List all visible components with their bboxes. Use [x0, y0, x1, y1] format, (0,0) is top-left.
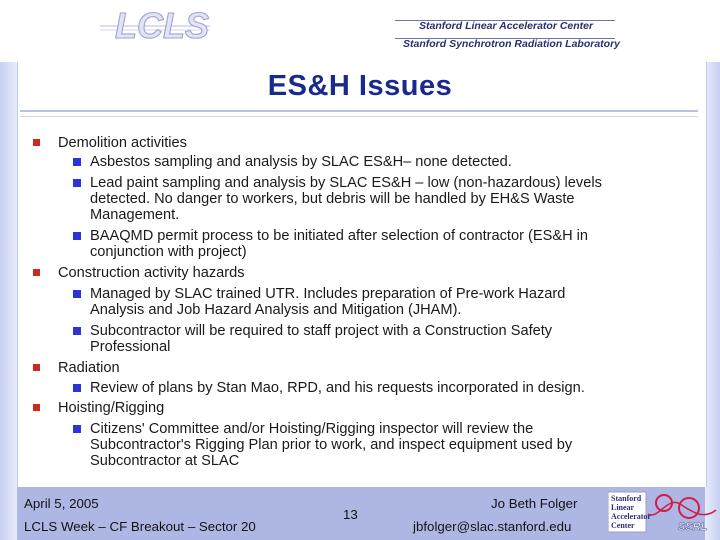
sub-bullet-marker	[73, 232, 81, 240]
ssrl-logo	[608, 490, 718, 536]
sub-bullet-lead-paint-line1: Lead paint sampling and analysis by SLAC ES&H – low (non-hazardous) levels	[90, 175, 602, 191]
bullet-radiation: Radiation	[58, 360, 120, 376]
bullet-marker	[33, 404, 40, 411]
bullet-marker	[33, 269, 40, 276]
lab-name-slac: Stanford Linear Accelerator Center	[419, 20, 594, 32]
ssrl-logo-line-4: Center	[611, 521, 635, 530]
sub-bullet-lead-paint-line2: detected. No danger to workers, but debris will be handled by EH&S Waste	[90, 191, 575, 207]
sub-bullet-rigging-line2: Subcontractor's Rigging Plan prior to work, and inspect equipment used by	[90, 437, 573, 453]
sub-bullet-marker	[73, 425, 81, 433]
sub-bullet-plans-review: Review of plans by Stan Mao, RPD, and his requests incorporated in design.	[90, 380, 585, 396]
ssrl-logo-line-1: Stanford	[611, 494, 642, 503]
bullet-hoisting: Hoisting/Rigging	[58, 400, 165, 416]
sub-bullet-subcontractor-line1: Subcontractor will be required to staff project with a Construction Safety	[90, 323, 553, 339]
sub-bullet-subcontractor-line2: Professional	[90, 339, 171, 355]
sub-bullet-rigging-line3: Subcontractor at SLAC	[90, 453, 240, 469]
page-number: 13	[343, 507, 358, 522]
sub-bullet-lead-paint-line3: Management.	[90, 207, 180, 223]
footer-presenter: Jo Beth Folger	[491, 496, 578, 511]
sub-bullet-rigging-line1: Citizens' Committee and/or Hoisting/Rigging inspector will review the	[90, 421, 534, 437]
ssrl-logo-line-3: Accelerator	[611, 512, 651, 521]
sub-bullet-baaqmd-line1: BAAQMD permit process to be initiated after selection of contractor (ES&H in	[90, 228, 589, 244]
sub-bullet-marker	[73, 290, 81, 298]
footer-event: LCLS Week – CF Breakout – Sector 20	[24, 519, 256, 534]
footer-date: April 5, 2005	[24, 496, 99, 511]
bullet-marker	[33, 139, 40, 146]
lcls-logo-text: LCLS	[115, 5, 209, 46]
bullet-demolition: Demolition activities	[58, 135, 187, 151]
sub-bullet-marker	[73, 384, 81, 392]
sub-bullet-utr-line1: Managed by SLAC trained UTR. Includes preparation of Pre-work Hazard	[90, 286, 566, 302]
ssrl-logo-line-2: Linear	[611, 503, 635, 512]
sub-bullet-marker	[73, 158, 81, 166]
sub-bullet-marker	[73, 179, 81, 187]
lab-name-ssrl: Stanford Synchrotron Radiation Laboratory	[403, 38, 621, 50]
bullet-construction: Construction activity hazards	[58, 265, 245, 281]
slide-title: ES&H Issues	[267, 70, 453, 102]
ring-icon	[679, 498, 699, 518]
sub-bullet-asbestos: Asbestos sampling and analysis by SLAC ES&H– none detected.	[90, 154, 512, 170]
sub-bullet-utr-line2: Analysis and Job Hazard Analysis and Mitigation (JHAM).	[90, 302, 462, 318]
footer-email: jbfolger@slac.stanford.edu	[413, 519, 572, 534]
sub-bullet-marker	[73, 327, 81, 335]
bullet-marker	[33, 364, 40, 371]
ssrl-text: SSRL	[678, 521, 708, 533]
sub-bullet-baaqmd-line2: conjunction with project)	[90, 244, 247, 260]
